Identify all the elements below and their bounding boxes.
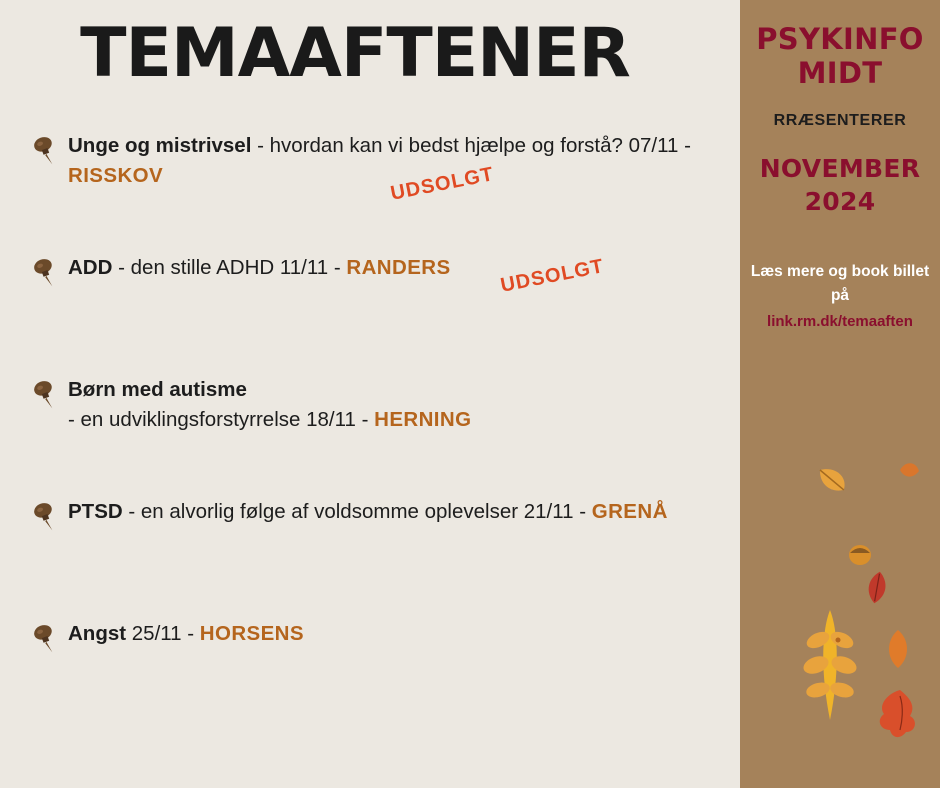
- list-item: [0, 131, 740, 205]
- event-list: [0, 131, 740, 683]
- pushpin-icon: [28, 621, 68, 660]
- year-number: 2024: [804, 187, 876, 216]
- event-title: Børn med autisme: [68, 378, 247, 401]
- event-city: RISSKOV: [68, 164, 164, 187]
- month-label: [740, 152, 940, 218]
- event-detail: - en udviklingsforstyrrelse 18/11 -: [68, 408, 375, 431]
- event-title: ADD: [68, 256, 113, 279]
- brand-line-2: MIDT: [797, 56, 883, 90]
- booking-link[interactable]: link.rm.dk/temaaften: [767, 313, 913, 330]
- event-title: PTSD: [68, 500, 123, 523]
- event-city: GRENÅ: [591, 500, 668, 523]
- event-city: HORSENS: [199, 622, 304, 645]
- list-item: [0, 375, 740, 439]
- event-city: HERNING: [374, 408, 472, 431]
- pushpin-icon: [28, 499, 68, 538]
- list-item: [0, 619, 740, 683]
- presents-label: RRÆSENTERER: [773, 112, 907, 129]
- event-text: [68, 375, 471, 435]
- booking-info: [740, 260, 940, 334]
- event-text: [68, 131, 708, 191]
- event-detail: 25/11 -: [126, 622, 200, 645]
- list-item: [0, 253, 740, 317]
- status-badge: UDSOLGT: [498, 255, 606, 297]
- event-title: Unge og mistrivsel: [68, 134, 252, 157]
- pushpin-icon: [28, 377, 68, 416]
- month-name: NOVEMBER: [759, 154, 921, 183]
- brand-line-1: PSYKINFO: [756, 22, 924, 56]
- pushpin-icon: [28, 133, 68, 172]
- status-badge: UDSOLGT: [388, 163, 496, 205]
- pushpin-icon: [28, 255, 68, 294]
- booking-text: Læs mere og book billet på: [750, 263, 930, 304]
- event-detail: - den stille ADHD 11/11 -: [112, 256, 347, 279]
- list-item: [0, 497, 740, 561]
- event-title: Angst: [68, 622, 127, 645]
- event-text: [68, 619, 304, 649]
- event-city: RANDERS: [346, 256, 451, 279]
- event-detail: - hvordan kan vi bedst hjælpe og forstå? 07/11 -: [251, 134, 691, 157]
- event-text: [68, 497, 668, 527]
- page-title: TEMAAFTENER: [80, 14, 630, 93]
- event-detail: - en alvorlig følge af voldsomme oplevelser 21/11 -: [122, 500, 592, 523]
- sidebar: [740, 0, 940, 788]
- event-text: [68, 253, 451, 283]
- brand-name: [740, 22, 940, 90]
